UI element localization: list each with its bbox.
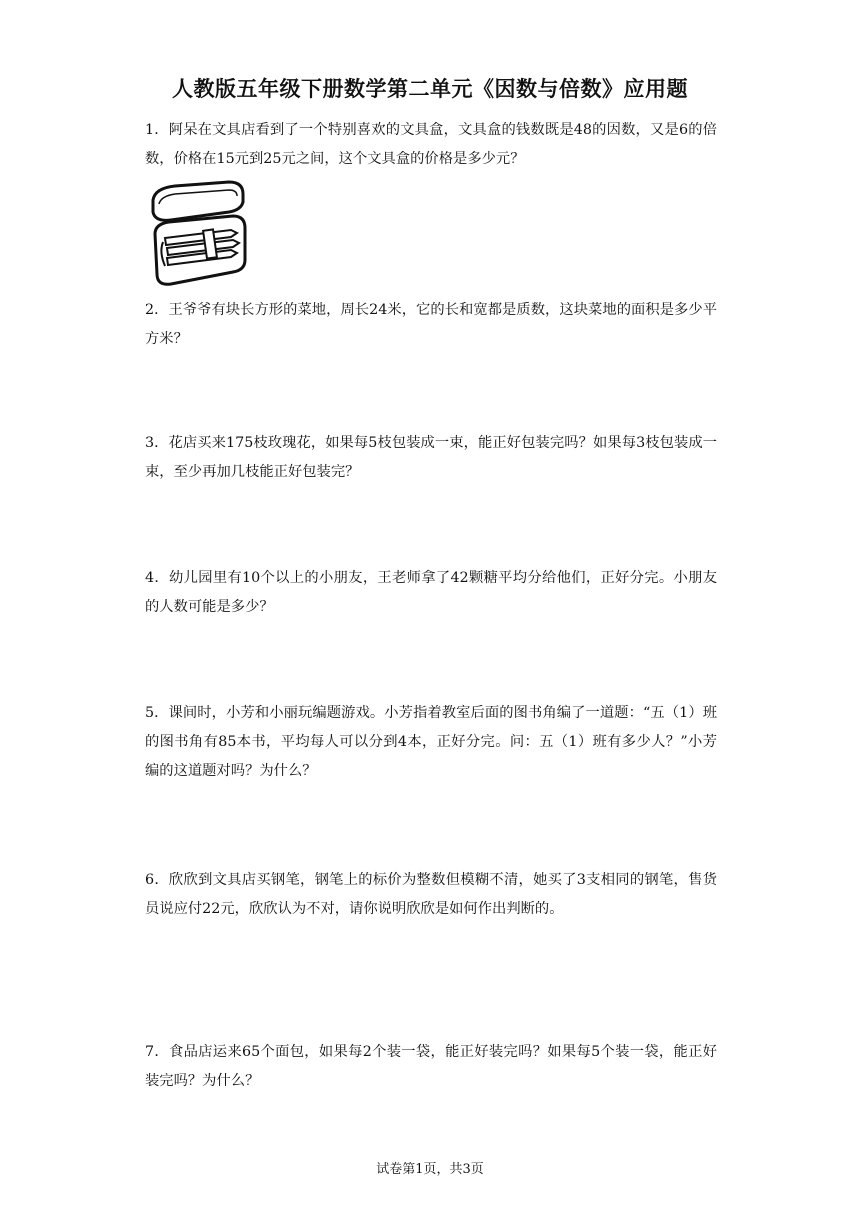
question-2: 2．王爷爷有块长方形的菜地，周长24米，它的长和宽都是质数，这块菜地的面积是多少平方米？ bbox=[145, 302, 717, 347]
question-3: 3．花店买来175枝玫瑰花，如果每5枝包装成一束，能正好包装完吗？如果每3枝包装成一束，至少再加几枝能正好包装完？ bbox=[145, 435, 717, 480]
page-title: 人教版五年级下册数学第二单元《因数与倍数》应用题 bbox=[172, 77, 688, 101]
question-6: 6．欣欣到文具店买钢笔，钢笔上的标价为整数但模糊不清，她买了3支相同的钢笔，售货员说应付22元，欣欣认为不对，请你说明欣欣是如何作出判断的。 bbox=[145, 872, 717, 917]
question-1: 1．阿呆在文具店看到了一个特别喜欢的文具盒，文具盒的钱数既是48的因数，又是6的倍数，价格在15元到25元之间，这个文具盒的价格是多少元？ bbox=[145, 122, 717, 167]
question-7: 7．食品店运来65个面包，如果每2个装一袋，能正好装完吗？如果每5个装一袋，能正好装完吗？为什么？ bbox=[145, 1044, 717, 1089]
question-4: 4．幼儿园里有10个以上的小朋友，王老师拿了42颗糖平均分给他们，正好分完。小朋友的人数可能是多少？ bbox=[145, 570, 717, 615]
page-footer: 试卷第1页，共3页 bbox=[376, 1162, 484, 1177]
question-5: 5．课间时，小芳和小丽玩编题游戏。小芳指着教室后面的图书角编了一道题：“五（1）班的图书角有85本书，平均每人可以分到4本，正好分完。问：五（1）班有多少人？”小芳编的这道题对吗？为什么？ bbox=[145, 705, 717, 779]
pencil-case-illustration bbox=[145, 180, 247, 288]
